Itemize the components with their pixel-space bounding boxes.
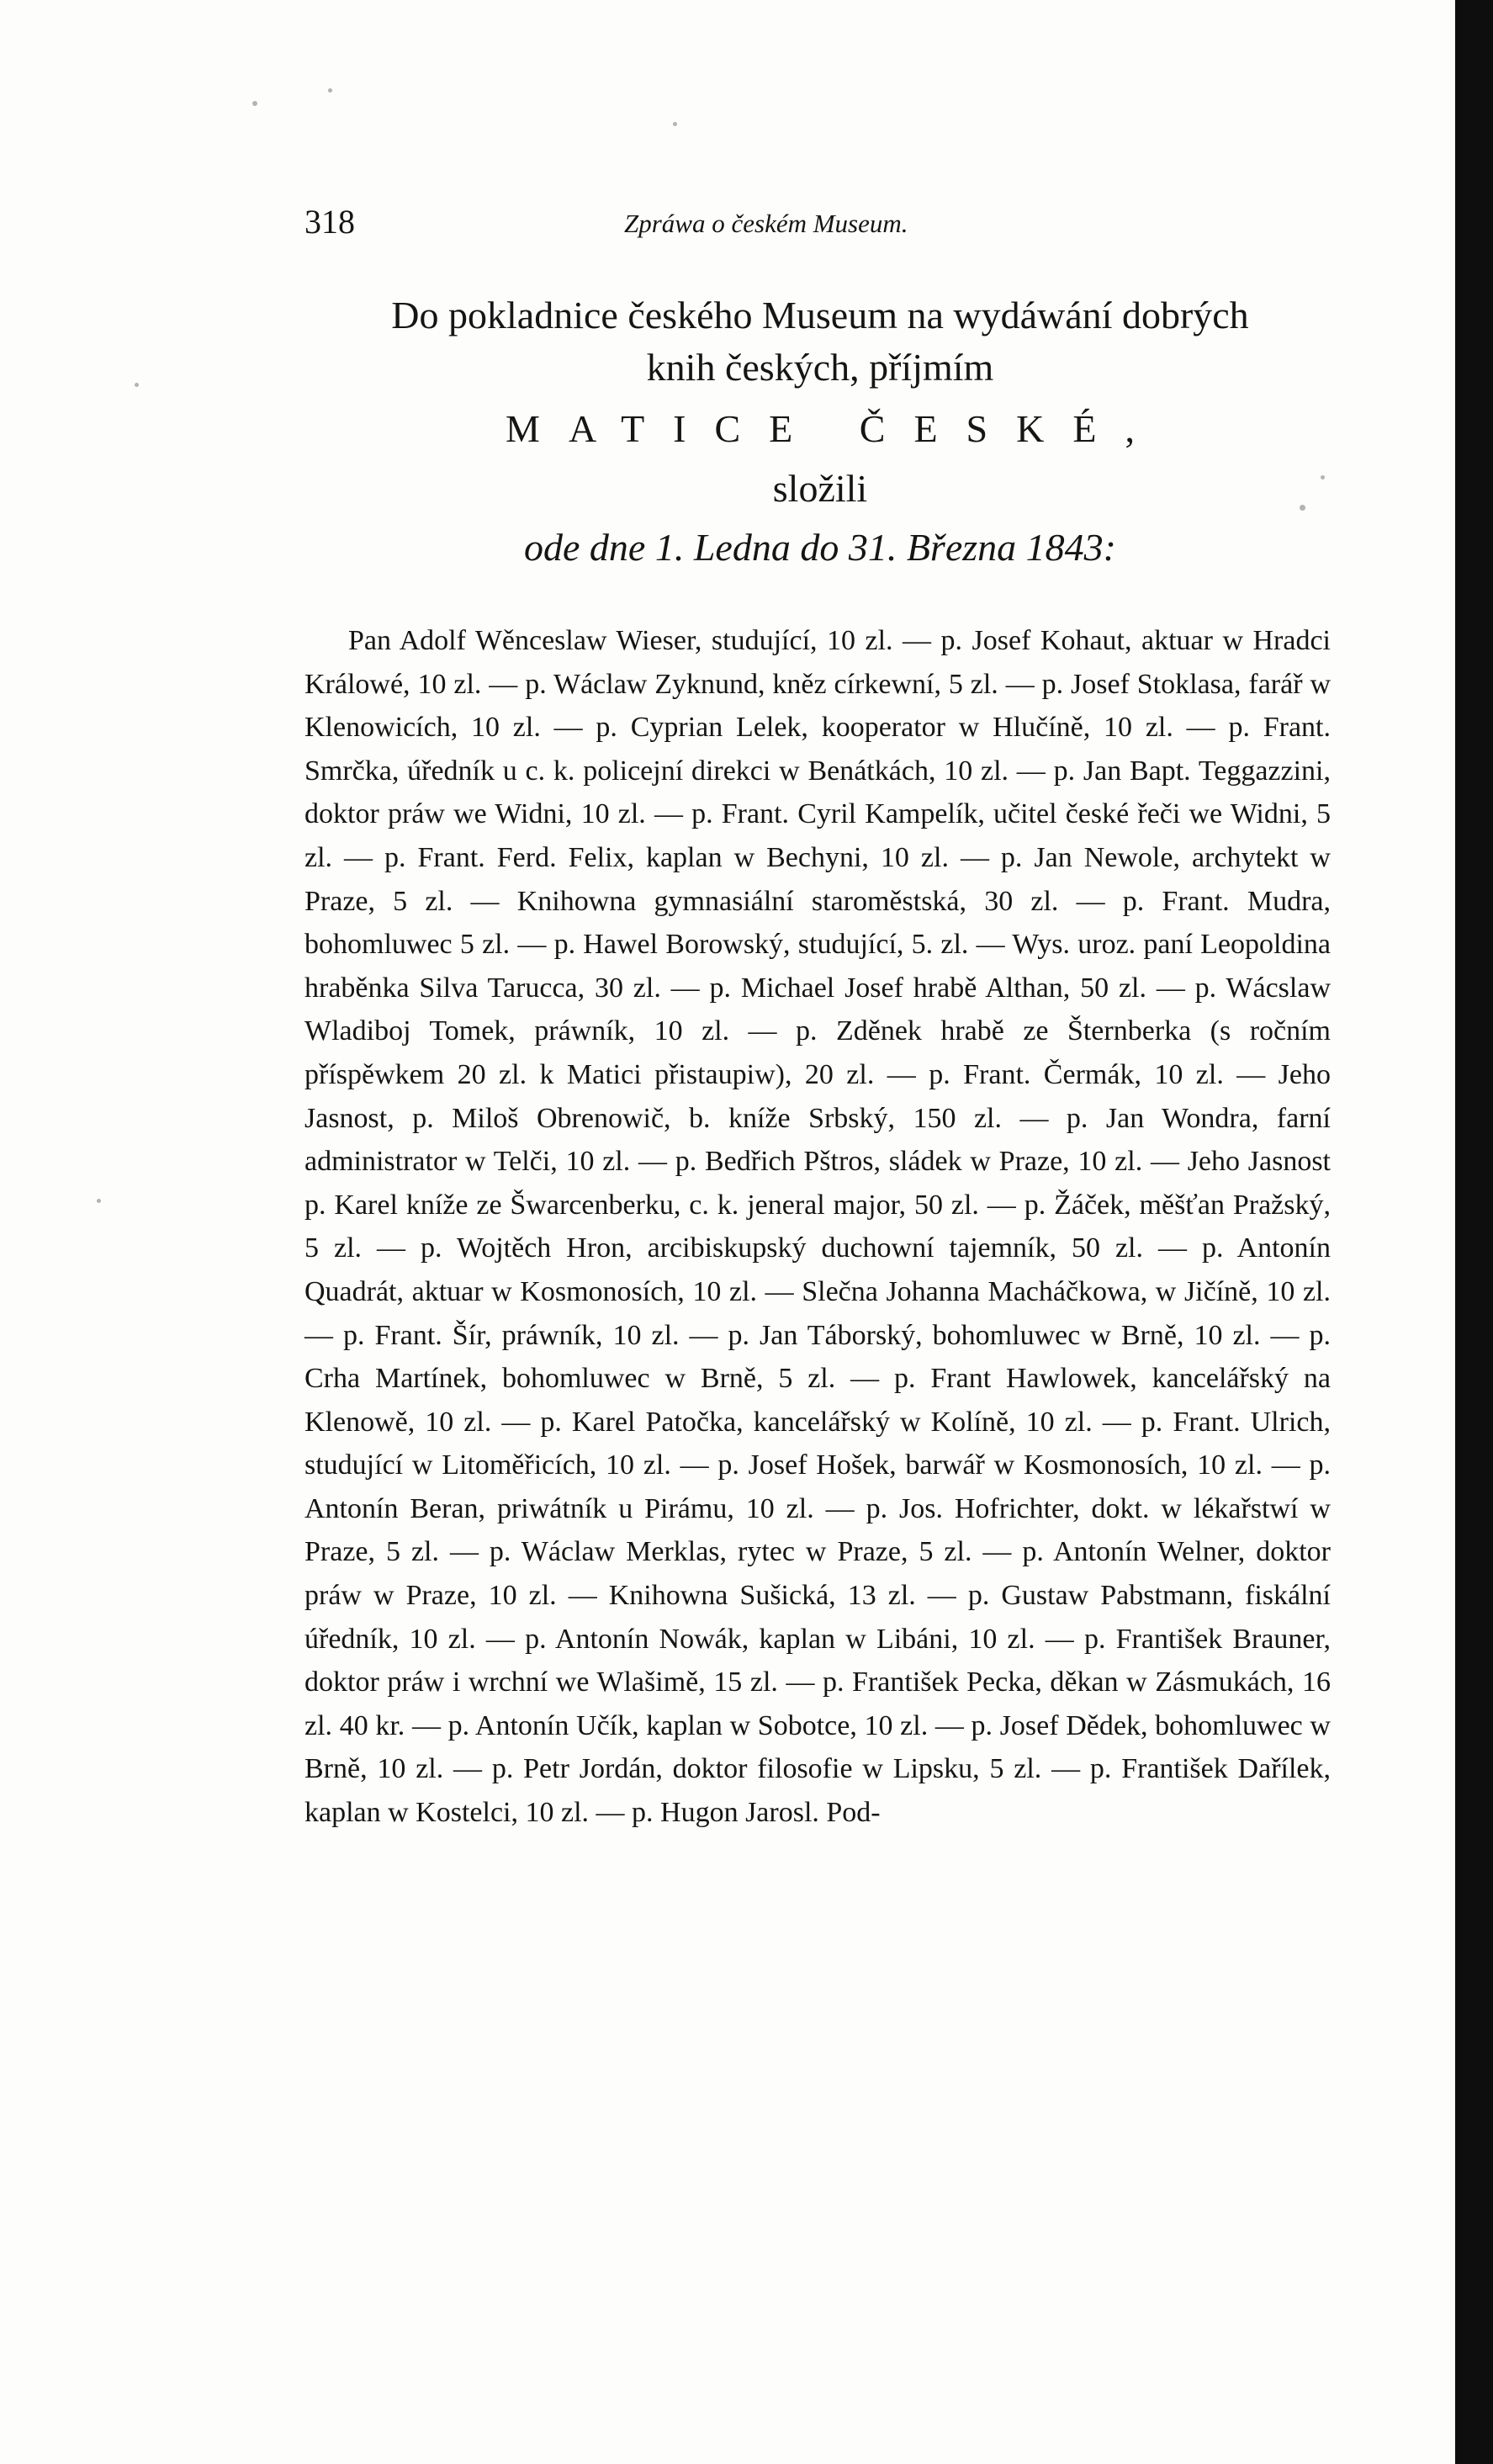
donor-list-paragraph: Pan Adolf Wěnceslaw Wieser, studující, 10 zl. — p. Josef Kohaut, aktuar w Hradci Králowé, 10 zl. — p. Wáclaw Zyknund, kněz církewní, 5 zl. — p. Josef Stoklasa, farář w Klenowicích, 10 zl. — p. Cyprian Lelek, kooperator w Hlučíně, 10 zl. — p. Frant. Smrčka, úředník u c. k. policejní direkci w Benátkách, 10 zl. — p. Jan Bapt. Teggazzini, doktor práw we Widni, 10 zl. — p. Frant. Cyril Kampelík, učitel české řeči we Widni, 5 zl. — p. Frant. Ferd. Felix, kaplan w Bechyni, 10 zl. — p. Jan Newole, archytekt w Praze, 5 zl. — Knihowna gymnasiální staroměstská, 30 zl. — p. Frant. Mudra, bohomluwec 5 zl. — p. Hawel Borowský, studující, 5. zl. — Wys. uroz. paní Leopoldina hraběnka Silva Tarucca, 30 zl. — p. Michael Josef hrabě Althan, 50 zl. — p. Wácslaw Wladiboj Tomek, práwník, 10 zl. — p. Zděnek hrabě ze Šternberka (s ročním příspěwkem 20 zl. k Matici přistaupiw), 20 zl. — p. Frant. Čermák, 10 zl. — Jeho Jasnost, p. Miloš Obrenowič, b. kníže Srbský, 150 zl. — p. Jan Wondra, farní administrator w Telči, 10 zl. — p. Bedřich Pštros, sládek w Praze, 10 zl. — Jeho Jasnost p. Karel kníže ze Šwarcenberku, c. k. jeneral major, 50 zl. — p. Žáček, měšťan Pražský, 5 zl. — p. Wojtěch Hron, arcibiskupský duchowní tajemník, 50 zl. — p. Antonín Quadrát, aktuar w Kosmonosích, 10 zl. — Slečna Johanna Macháčkowa, w Jičíně, 10 zl. — p. Frant. Šír, práwník, 10 zl. — p. Jan Táborský, bohomluwec w Brně, 10 zl. — p. Crha Martínek, bohomluwec w Brně, 5 zl. — p. Frant Hawlowek, kancelářský na Klenowě, 10 zl. — p. Karel Patočka, kancelářský w Kolíně, 10 zl. — p. Frant. Ulrich, studující w Litoměřicích, 10 zl. — p. Josef Hošek, barwář w Kosmonosích, 10 zl. — p. Antonín Beran, priwátník u Pirámu, 10 zl. — p. Jos. Hofrichter, dokt. w lékařstwí w Praze, 5 zl. — p. Wáclaw Merklas, rytec w Praze, 5 zl. — p. Antonín Welner, doktor práw w Praze, 10 zl. — Knihowna Sušická, 13 zl. — p. Gustaw Pabstmann, fiskální úředník, 10 zl. — p. Antonín Nowák, kaplan w Libáni, 10 zl. — p. František Brauner, doktor práw i wrchní we Wlašimě, 15 zl. — p. František Pecka, děkan w Zásmukách, 16 zl. 40 kr. — p. Antonín Učík, kaplan w Sobotce, 10 zl. — p. Josef Dědek, bohomluwec w Brně, 10 zl. — p. Petr Jordán, doktor filosofie w Lipsku, 5 zl. — p. František Dařílek, kaplan w Kostelci, 10 zl. — p. Hugon Jarosl. Pod- — [304, 625, 1331, 1829]
title-line-1: Do pokladnice českého Museum na wydáwání dobrých — [391, 294, 1249, 336]
scan-speck — [252, 101, 257, 106]
running-head: Zpráwa o českém Museum. — [624, 209, 908, 238]
title-line-2: knih českých, příjmím — [646, 346, 994, 389]
scan-speck — [328, 88, 332, 93]
title-matice-ceske: MATICE ČESKÉ, — [506, 407, 1163, 450]
page-number: 318 — [304, 203, 355, 241]
title-line-4: složili — [772, 467, 868, 510]
title-block — [286, 290, 1354, 575]
scan-speck — [673, 122, 677, 126]
scan-speck — [97, 1199, 101, 1203]
scan-speck — [135, 383, 139, 387]
title-date-range: ode dne 1. Ledna do 31. Března 1843: — [524, 526, 1116, 569]
page-header — [304, 202, 1331, 252]
scan-right-edge — [1455, 0, 1493, 2464]
